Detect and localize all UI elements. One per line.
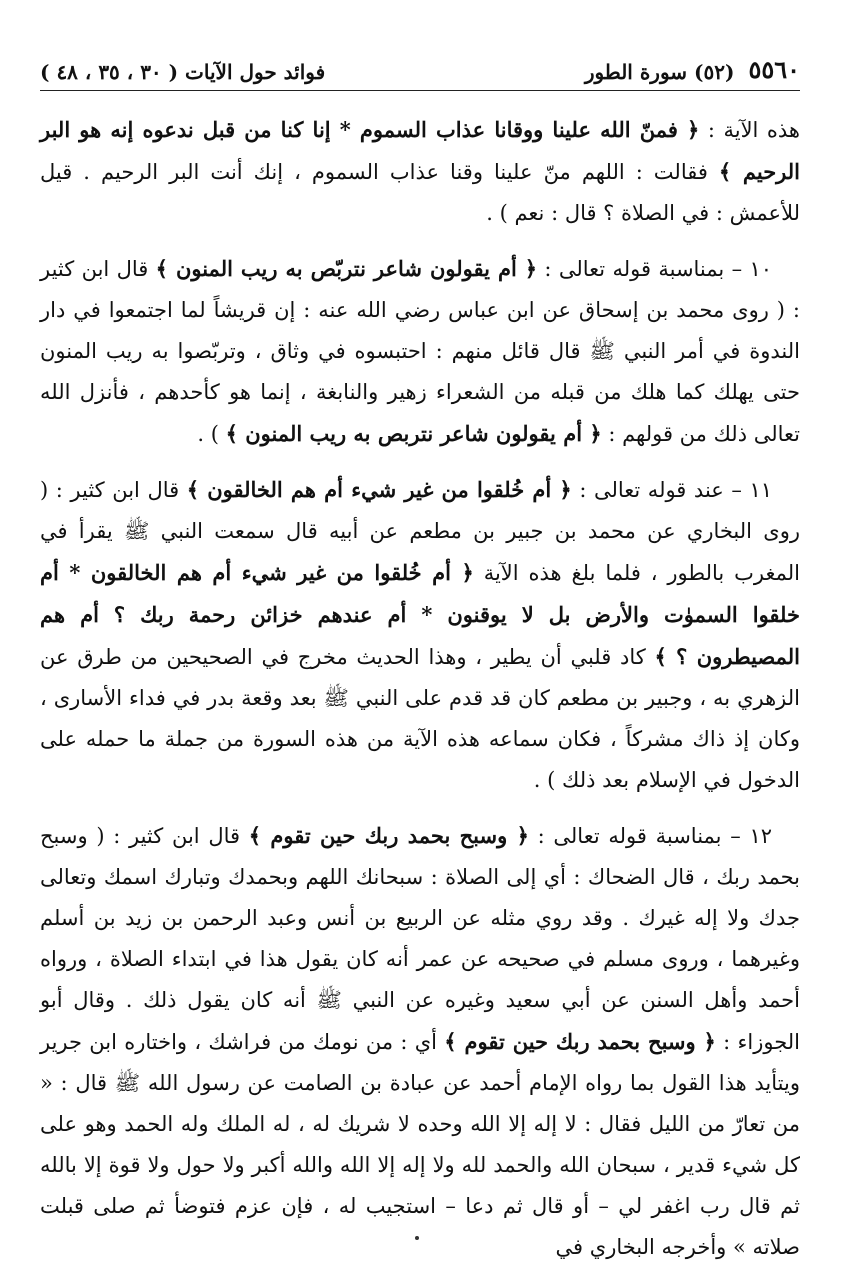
- paragraph: [40, 469, 800, 801]
- paragraph: [40, 815, 800, 1268]
- quran-verse: ﴿ وسبح بحمد ربك حين تقوم ﴾: [444, 1029, 716, 1054]
- surah-name: (٥٢) سورة الطور: [584, 60, 735, 84]
- paragraph-text: كاد قلبي أن يطير ، وهذا الحديث مخرج في الصحيحين من طرق عن الزهري به ، وجبير بن مطعم كان قد قدم على النبي ﷺ بعد وقعة بدر في فداء الأسارى ، وكان إذ ذاك مشركاً ، فكان سماعه هذه الآية من هذه السورة من جملة ما حمله على الدخول في الإسلام بعد ذلك ) .: [40, 645, 800, 792]
- section-title: فوائد حول الآيات ( ٣٠ ، ٣٥ ، ٤٨ ): [40, 60, 326, 84]
- quran-verse: ﴿ أم يقولون شاعر نتربص به ريب المنون ﴾: [225, 421, 602, 446]
- page-header: [40, 40, 800, 91]
- paragraph-text: قال ابن كثير : ( روى البخاري عن محمد بن جبير بن مطعم عن أبيه قال سمعت النبي ﷺ يقرأ في المغرب بالطور ، فلما بلغ هذه الآية: [40, 478, 800, 585]
- paragraph-text: قال ابن كثير : ( روى محمد بن إسحاق عن ابن عباس رضي الله عنه : إن قريشاً لما اجتمعوا في دار الندوة في أمر النبي ﷺ قال قائل منهم : احتبسوه في وثاق ، وتربّصوا به ريب المنون حتى يهلك كما هلك من قبله من الشعراء زهير والنابغة ، إنما هو كأحدهم ، فأنزل الله تعالى ذلك من قولهم :: [40, 257, 800, 446]
- paragraph-text: قال ابن كثير : ( وسبح بحمد ربك ، قال الضحاك : أي إلى الصلاة : سبحانك اللهم وبحمدك وتبارك اسمك وتعالى جدك ولا إله غيرك . وقد روي مثله عن الربيع بن أنس وعبد الرحمن بن زيد بن أسلم وغيرهما ، وروى مسلم في صحيحه عن عمر أنه كان يقول هذا في ابتداء الصلاة ، ورواه أحمد وأهل السنن عن أبي سعيد وغيره عن النبي ﷺ أنه كان يقول ذلك . وقال أبو الجوزاء :: [40, 824, 800, 1054]
- paragraph-text: ١١ – عند قوله تعالى :: [571, 478, 773, 502]
- paragraph: [40, 248, 800, 455]
- quran-verse: ﴿ وسبح بحمد ربك حين تقوم ﴾: [248, 823, 529, 848]
- paragraph-text: ) .: [197, 422, 226, 446]
- paragraph-text: هذه الآية :: [699, 118, 800, 142]
- page-end-dot: [415, 1236, 419, 1240]
- header-right: [585, 55, 800, 84]
- document-page: [40, 40, 801, 1259]
- quran-verse: ﴿ أم خُلقوا من غير شيء أم هم الخالقون ﴾: [186, 477, 572, 502]
- paragraph-text: ١٠ – بمناسبة قوله تعالى :: [537, 257, 773, 281]
- quran-verse: ﴿ أم خُلقوا من غير شيء أم هم الخالقون * أم خلقوا السموٰت والأرض بل لا يوقنون * أم عندهم خزائن رحمة ربك ؟ أم هم المصيطرون ؟ ﴾: [40, 560, 800, 669]
- paragraph: [40, 109, 800, 234]
- quran-verse: ﴿ أم يقولون شاعر نتربّص به ريب المنون ﴾: [155, 256, 538, 281]
- paragraph-text: ١٢ – بمناسبة قوله تعالى :: [528, 824, 772, 848]
- page-number: ٥٥٦٠: [748, 55, 800, 84]
- paragraph-text: أي : من نومك من فراشك ، واختاره ابن جرير ويتأيد هذا القول بما رواه الإمام أحمد عن عبادة بن الصامت عن رسول الله ﷺ قال : « من تعارّ من الليل فقال : لا إله إلا الله وحده لا شريك له ، له الملك وله الحمد وهو على كل شيء قدير ، سبحان الله والحمد لله ولا إله إلا الله والله أكبر ولا حول ولا قوة إلا بالله ثم قال رب اغفر لي – أو قال ثم دعا – استجيب له ، فإن عزم فتوضأ ثم صلى قبلت صلاته » وأخرجه البخاري في: [40, 1030, 800, 1259]
- quran-verse: ﴿ فمنّ الله علينا ووقانا عذاب السموم * إنا كنا من قبل ندعوه إنه هو البر الرحيم ﴾: [40, 117, 801, 184]
- body-text: [40, 109, 800, 1268]
- paragraph-text: فقالت : اللهم منّ علينا وقنا عذاب السموم ، إنك أنت البر الرحيم . قيل للأعمش : في الصلاة ؟ قال : نعم ) .: [40, 160, 800, 225]
